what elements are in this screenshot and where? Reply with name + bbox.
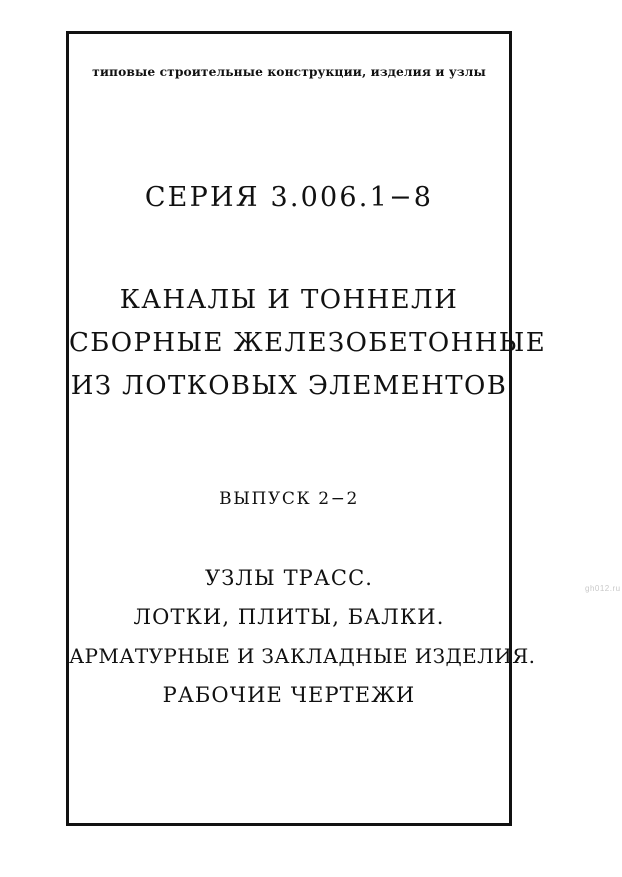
- issue-number: ВЫПУСК 2−2: [219, 489, 359, 509]
- series-number: СЕРИЯ 3.006.1−8: [144, 182, 434, 213]
- title-sheet-content: [69, 34, 621, 823]
- subtitle-line: РАБОЧИЕ ЧЕРТЕЖИ: [162, 683, 416, 707]
- subtitle-line: АРМАТУРНЫЕ И ЗАКЛАДНЫЕ ИЗДЕЛИЯ.: [69, 644, 536, 668]
- title-line: ИЗ ЛОТКОВЫХ ЭЛЕМЕНТОВ: [70, 371, 508, 401]
- subtitle-line: УЗЛЫ ТРАСС.: [204, 566, 374, 590]
- title-line: СБОРНЫЕ ЖЕЛЕЗОБЕТОННЫЕ: [69, 328, 547, 358]
- title-sheet-frame: [66, 31, 621, 826]
- document-title: [69, 279, 547, 408]
- subtitle-line: ЛОТКИ, ПЛИТЫ, БАЛКИ.: [133, 605, 445, 629]
- watermark-text: gh012.ru: [585, 584, 621, 593]
- document-subtitle: [69, 559, 536, 715]
- title-line: КАНАЛЫ И ТОННЕЛИ: [119, 285, 459, 315]
- document-category-header: типовые строительные конструкции, изделия и узлы: [92, 64, 486, 79]
